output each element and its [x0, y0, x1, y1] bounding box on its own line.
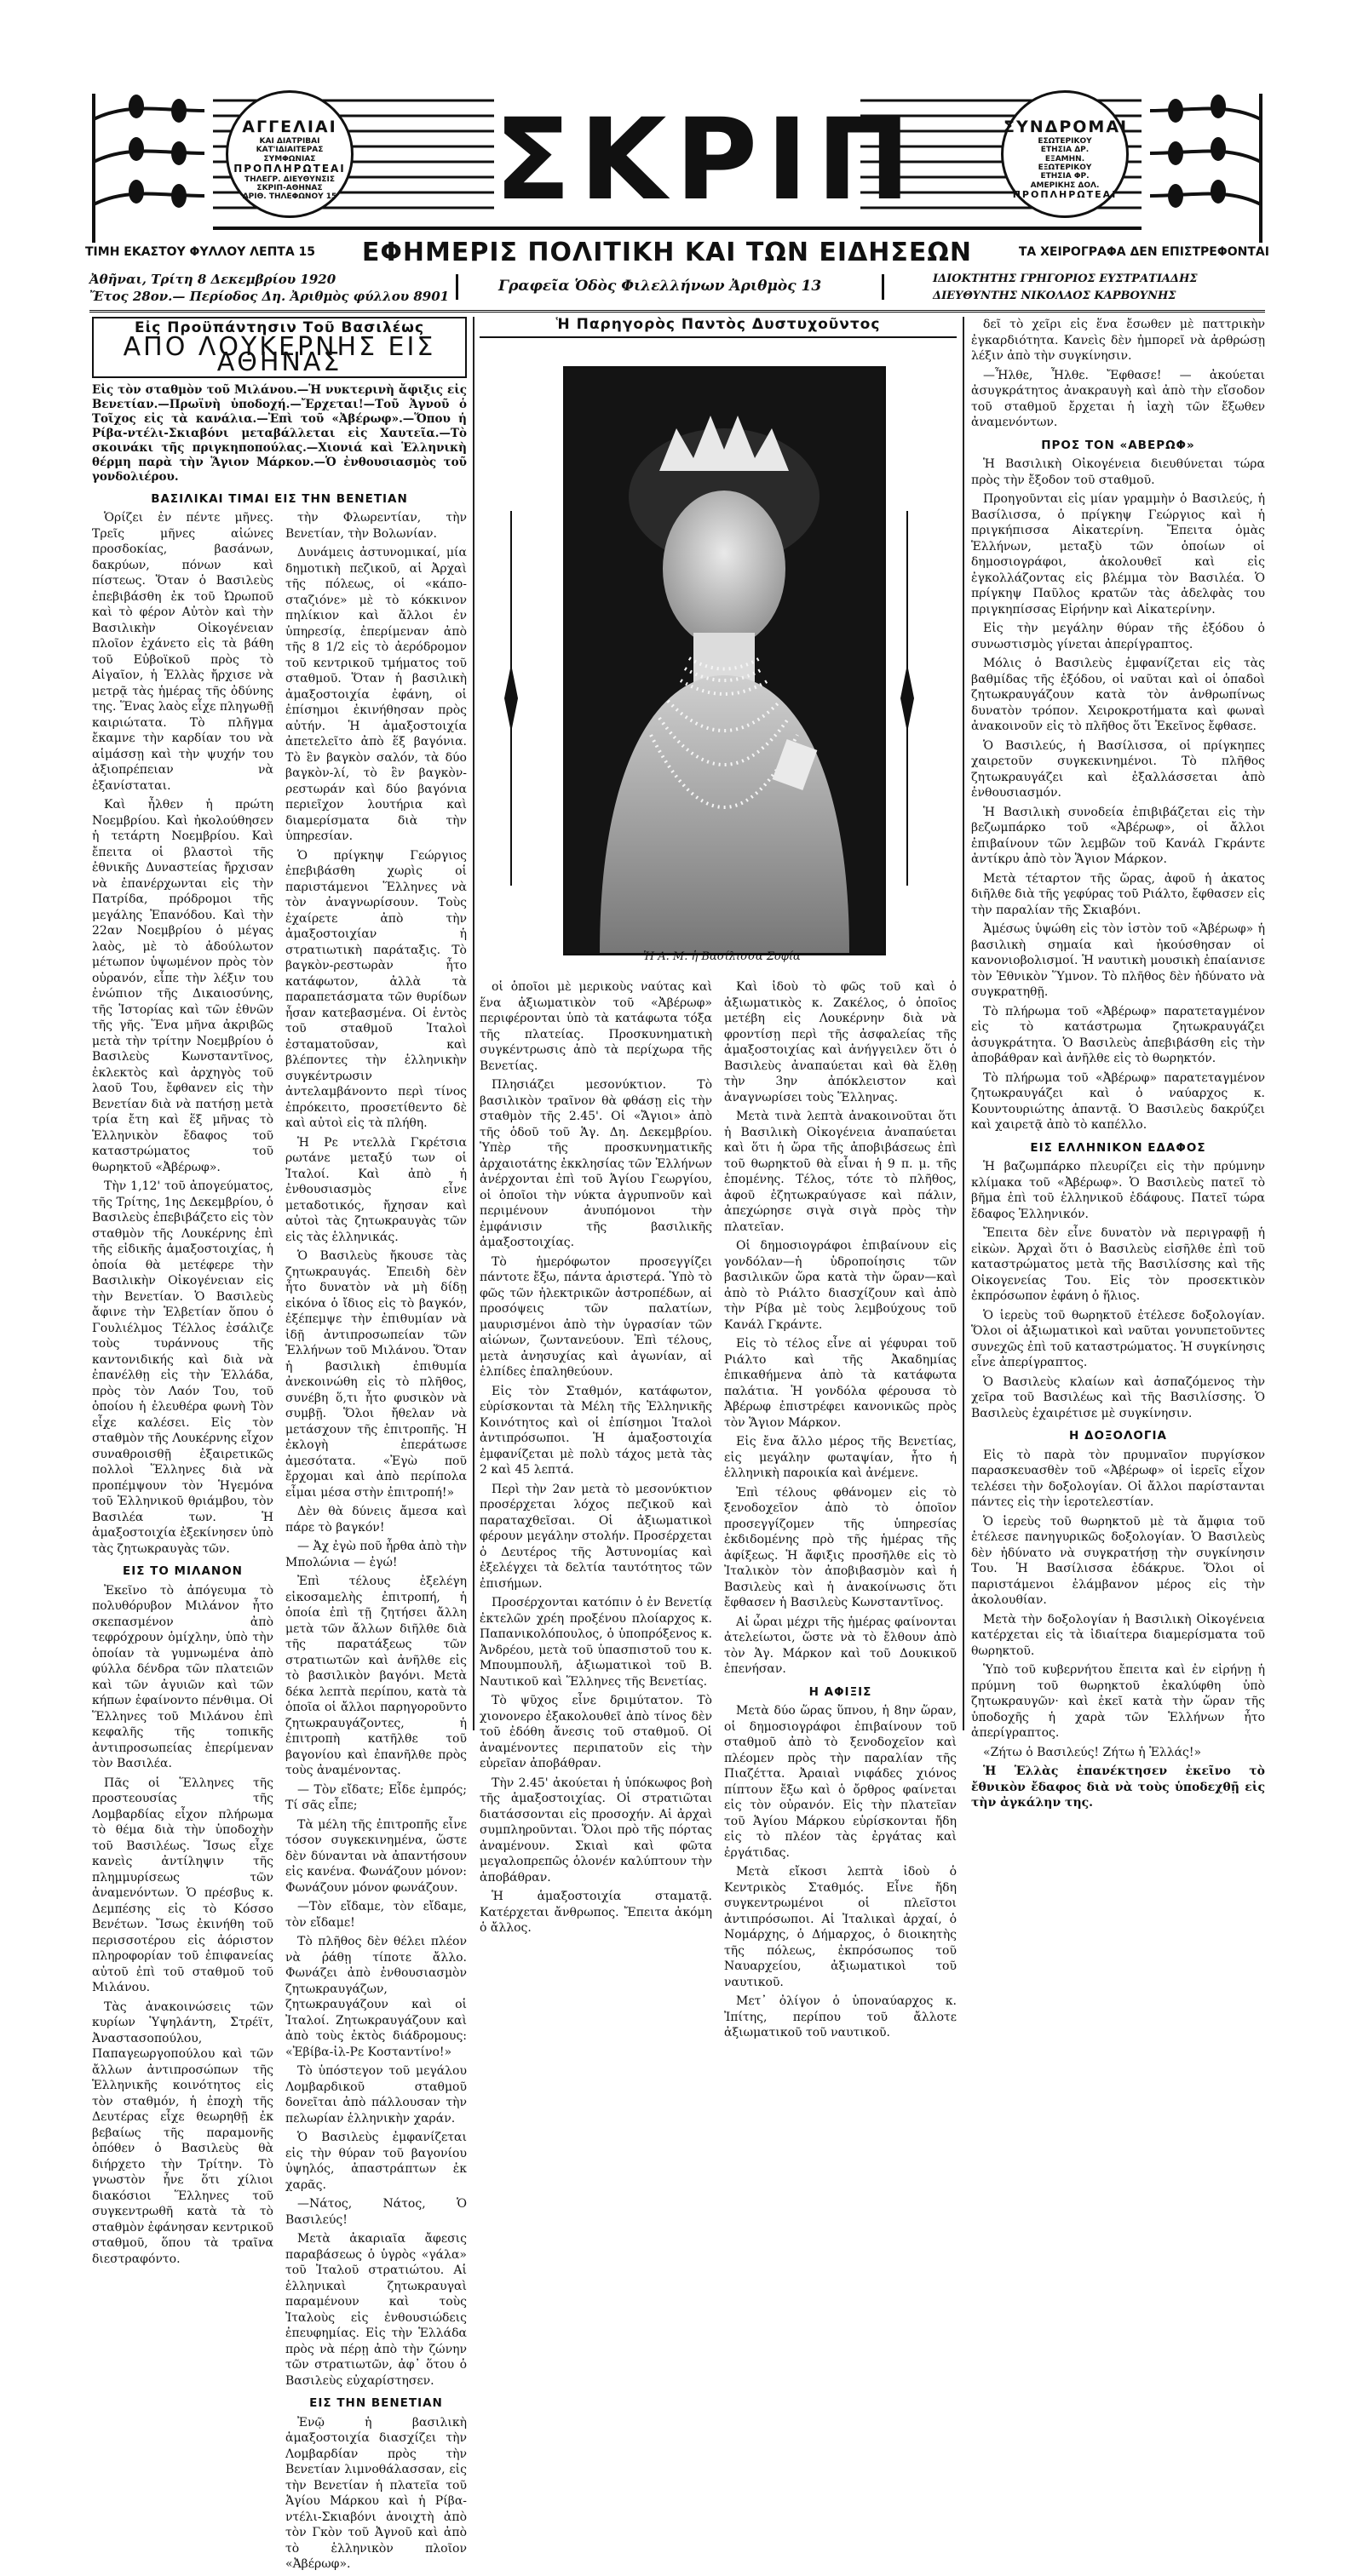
portrait-caption: Ἡ Α. Μ. ἡ Βασίλισσα Σοφία	[643, 950, 801, 963]
paragraph: Εἰς τὸ παρὰ τὸν πρυμναῖον πυργίσκον παρασκευασθὲν τοῦ «Ἀβέρωφ» οἱ ἱερεῖς εἶχον τελέσει τὴν δοξολογίαν. Οἱ ἄλλοι παρίστανται πάντες εἰς τὴν ἱεροτελεστίαν.	[971, 1448, 1265, 1509]
issue-date: Ἀθῆναι, Τρίτη 8 Δεκεμβρίου 1920	[89, 272, 336, 287]
paragraph: Ἔπειτα δὲν εἶνε δυνατὸν νὰ περιγραφῇ ἡ εἰκὼν. Ἀρχαὶ ὅτι ὁ Βασιλεὺς εἰσῆλθε ἐπὶ τοῦ καταστρώματος μετὰ τῆς Βασιλίσσης καὶ τῆς Οἰκογενείας Του. Εἰς τὸν προσεκτικὸν ἐκπρόσωπον ἐφάνη ὁ ἥλιος.	[971, 1226, 1265, 1303]
column-rule	[963, 317, 964, 1730]
paragraph: Τὰς ἀνακοινώσεις τῶν κυρίων Ὑψηλάντη, Στρέϊτ, Ἀναστασοπούλου, Παπαγεωργοπούλου καὶ τῶν ἄλλων ἀντιπροσώπων τῆς Ἑλληνικῆς κοινότητος εἰς τὸν σταθμόν, ἡ ἐποχὴ τῆς Δευτέρας εἶχε θεωρηθῇ ἐκ βεβαίως τῆς παραμονῆς ὁπόθεν ὁ Βασιλεὺς θὰ διήρχετο τὴν Τρίτην. Τὸ γνωστὸν ἦνε ὅτι χίλιοι διακόσιοι Ἕλληνες τοῦ συγκεντρωθῆ κατὰ τὰ τὸ σταθμὸν ἐφάνησαν κεντρικοῦ σταθμοῦ, ὅπου τὰ τραῖνα διεστραφόντο.	[92, 1999, 273, 2266]
paragraph: οἱ ὁποῖοι μὲ μερικοὺς ναύτας καὶ ἕνα ἀξιωματικὸν τοῦ «Ἀβέρωφ» περιφέρονται ὑπὸ τὰ κατάφωτα τόξα τῆς πλατείας. Προσκυνηματικὴ συγκέντρωσις ἀπὸ τὰ περίχωρα τῆς Βενετίας.	[480, 980, 712, 1073]
seal-title: ΣΥΝΔΡΟΜΑΙ	[1004, 118, 1129, 136]
paragraph: Ὁ Βασιλεὺς κλαίων καὶ ἀσπαζόμενος τὴν χεῖρα τοῦ Βασιλέως καὶ τῆς Βασιλίσσης. Ὁ Βασιλεὺς ἐχαιρέτισε μὲ συγκίνησιν.	[971, 1374, 1265, 1420]
office-address: Γραφεῖα Ὁδὸς Φιλελλήνων Ἀριθμὸς 13	[498, 278, 822, 295]
seal-line: ΕΞΑΜΗΝ.	[1044, 154, 1085, 164]
issue-number: Ἔτος 28ον.— Περίοδος Δη. Ἀριθμὸς φύλλου 8901	[89, 289, 450, 304]
paragraph: δεῖ τὸ χεῖρι εἰς ἕνα ἔσωθεν μὲ παττρικὴν ἐγκαρδιότητα. Κανεὶς δὲν ἠμπορεῖ νὰ ἀρθρώσῃ λέξιν ἀπὸ τὴν συγκίνησιν.	[971, 318, 1265, 363]
advertisements-seal	[226, 90, 354, 218]
seal-line: ΚΑΤ'ΙΔΙΑΙΤΕΡΑΣ	[256, 146, 324, 155]
paragraph: Περὶ τὴν 2αν μετὰ τὸ μεσονύκτιον προσέρχεται λόχος πεζικοῦ καὶ παραταχθεῖσαι. Οἱ ἀξιωματικοὶ φέρουν μεγάλην στολήν. Προσέρχεται ὁ Δευτέρος τῆς Ἀστυνομίας καὶ ἐξελέγχει τὰ δελτία ταυτότητος τῶν ἐπισήμων.	[480, 1482, 712, 1591]
paragraph: Ἐκεῖνο τὸ ἀπόγευμα τὸ πολυθόρυβον Μιλάνον ἦτο σκεπασμένον ἀπὸ τεφρόχρουν ὁμίχλην, ὑπὸ τὴν ὁποίαν τὰ γυμνωμένα ἀπὸ φύλλα δένδρα τῶν πλατειῶν καὶ τῶν ἀγυιῶν καὶ τῶν κήπων ἐφαίνοντο πένθιμα. Οἱ Ἕλληνες τοῦ Μιλάνου ἐπὶ κεφαλῆς τῆς τοπικῆς ἀντιπροσωπείας ἐπερίμεναν τὸν Βασιλέα.	[92, 1583, 273, 1770]
right-column	[971, 317, 1265, 1810]
section-heading: ΕΙΣ ΤΟ ΜΙΛΑΝΟΝ	[123, 1564, 243, 1578]
paragraph: Ἡ Ἑλλὰς ἐπανέκτησεν ἐκεῖνο τὸ ἔθνικὸν ἔδαφος διὰ νὰ τοὺς ὑποδεχθῇ εἰς τὴν ἀγκάλην της.	[971, 1764, 1265, 1810]
returns-note: ΤΑ ΧΕΙΡΟΓΡΑΦΑ ΔΕΝ ΕΠΙΣΤΡΕΦΟΝΤΑΙ	[1018, 245, 1269, 259]
paragraph: Ἐπὶ τέλους φθάνομεν εἰς τὸ ξενοδοχεῖον ἀπὸ τὸ ὁποῖον προσεγγίζομεν τῆς ὑπηρεσίας ἐκδιδομένης πρὸ τῆς ἡμέρας τῆς ἀφίξεως. Ἡ ἄφιξις προσῆλθε εἰς τὸ Ἰταλικὸν τὸν ἀποβιβασμὸν καὶ ἡ Βασιλεὺς καὶ ἡ ἀνακοίνωσις ὅτι ἔφθασεν ἡ Βασιλεὺς Κωνσταντῖνος.	[724, 1485, 957, 1609]
paragraph: Ὁ Βασιλεύς, ἡ Βασίλισσα, οἱ πρίγκηπες χαιρετοῦν συγκεκινημένοι. Τὸ πλῆθος ζητωκραυγάζει καὶ ἐξαλλάσσεται ἀπὸ ἐνθουσιασμόν.	[971, 738, 1265, 800]
paragraph: Καὶ ἰδοὺ τὸ φῶς τοῦ καὶ ὁ ἀξιωματικὸς κ. Ζακέλος, ὁ ὁποῖος μετέβη εἰς Λουκέρνην διὰ νὰ φροντίσῃ περὶ τῆς ἀσφαλείας τῆς ἁμαξοστοιχίας καὶ ἀνήγγειλεν ὅτι ὁ Βασιλεὺς ἀναπαύεται καὶ θὰ ἔλθῃ τὴν 3ην ἀπόκλειστον καὶ ἀναγνωρίσει τοὺς Ἕλληνας.	[724, 980, 957, 1104]
director: ΔΙΕΥΘΥΝΤΗΣ ΝΙΚΟΛΑΟΣ ΚΑΡΒΟΥΝΗΣ	[933, 290, 1176, 302]
paragraph: Εἰς ἔνα ἄλλο μέρος τῆς Βενετίας, εἰς μεγάλην φωταψίαν, ἦτο ἡ ἑλληνικὴ παροικία καὶ ἀνέμενε.	[724, 1435, 957, 1480]
paragraph: Ἡ ἁμαξοστοιχία σταματᾷ. Κατέρχεται ἄνθρωπος. Ἔπειτα ἀκόμη ὁ ἄλλος.	[480, 1890, 712, 1935]
subscriptions-seal	[1001, 90, 1129, 218]
column-rule	[473, 317, 474, 1730]
center-article	[480, 979, 957, 2040]
seal-title: ΑΓΓΕΛΙΑΙ	[242, 118, 337, 136]
article-deck: Εἰς τὸν σταθμὸν τοῦ Μιλάνου.—Ἡ νυκτερινὴ ἄφιξις εἰς Βενετίαν.—Πρωϊνὴ ὑποδοχή.—Ἔρχεται!—Τοῦ Ἀγνοῦ ὁ Τοῖχος εἰς τὰ κανάλια.—Ἐπὶ τοῦ «Ἀβέρωφ».—Ὅπου ἡ Ρίβα-ντέλι-Σκιαβόνι μεταβάλλεται εἰς Χαυτεῖα.—Τὸ σκοινάκι τῆς πριγκηποπούλας.—Χιονιά καὶ Ἑλληνικὴ θέρμη παρὰ τὴν Ἅγιον Μάρκον.—Ὁ ἐνθουσιασμὸς τοῦ γονδολιέρου.	[92, 382, 467, 484]
paragraph: Καὶ ἦλθεν ἡ πρώτη Νοεμβρίου. Καὶ ἠκολούθησεν ἡ τετάρτη Νοεμβρίου. Καὶ ἔπειτα οἱ βλαστοὶ τῆς ἐθνικῆς Δυναστείας ἤρχισαν νὰ ἐπανέρχωνται εἰς τὴν Πατρίδα, πρόδρομοι τῆς μεγάλης Ἐπανόδου. Καὶ τὴν 22αν Νοεμβρίου ὁ μέγας λαὸς, μὲ τὸ ἀδούλωτον μέτωπον ὑψωμένον πρὸς τὸν οὐρανόν, εἶπε τὴν λέξιν του ἐνώπιον τῆς Δικαιοσύνης, τῆς Ἱστορίας καὶ τῶν ἐθνῶν τῆς γῆς. Ἕνα μῆνα ἀκριβῶς μετὰ τὴν τρίτην Νοεμβρίου ὁ Βασιλεὺς Κωνσταντῖνος, ἐκλεκτὸς καὶ ἀρχηγὸς τοῦ λαοῦ Του, ἔφθανεν εἰς τὴν Βενετίαν διὰ νὰ πατήσῃ μετὰ τρία ἔτη καὶ ἕξ μῆνας τὸ Ἑλληνικὸν ἔδαφος τοῦ καταστρώματος τοῦ θωρηκτοῦ «Ἀβέρωφ».	[92, 798, 273, 1174]
seal-line: ΑΜΕΡΙΚΗΣ ΔΟΛ.	[1030, 181, 1100, 190]
section-heading: ΕΙΣ ΕΛΛΗΝΙΚΟΝ ΕΔΑΦΟΣ	[1030, 1140, 1206, 1155]
seal-line: ΤΗΛΕΓΡ. ΔΙΕΥΘΥΝΣΙΣ	[244, 175, 335, 184]
center-column-a	[480, 979, 712, 2045]
seal-line: ΣΥΜΦΩΝΙΑΣ	[263, 154, 316, 164]
paragraph: «Ζήτω ὁ Βασιλεύς! Ζήτω ἡ Ἑλλάς!»	[983, 1745, 1202, 1759]
newspaper-subtitle: ΕΦΗΜΕΡΙΣ ΠΟΛΙΤΙΚΗ ΚΑΙ ΤΩΝ ΕΙΔΗΣΕΩΝ	[361, 237, 972, 267]
paragraph: Ὁρίζει ἐν πέντε μῆνες. Τρεῖς μῆνες αἰώνες προσδοκίας, βασάνων, δακρύων, πόνων καὶ πίστεως. Ὅταν ὁ Βασιλεὺς ἐπεβιβάσθη ἐκ τοῦ Ὠρωποῦ καὶ τὸ φέρον Αὐτὸν καὶ τὴν Βασιλικὴν Οἰκογένειαν πλοῖον ἐχάνετο εἰς τὰ βάθη τοῦ Εὐβοϊκοῦ πρὸς τὸ Αἰγαῖον, ἡ Ἑλλὰς ἤρχισε νὰ μετρᾷ τὰς ἡμέρας τῆς ὀδύνης της. Ἕνας λαὸς εἶχε πληγωθῇ καιριώτατα. Τὸ πλῆγμα ἔκαμνε τὴν καρδίαν του νὰ αἱμάσσῃ καὶ τὴν ψυχήν του ἀξιοπρέπειαν νὰ ἐξανίσταται.	[92, 511, 273, 793]
floral-ornament-left-icon	[85, 85, 213, 247]
paragraph: Ὁ πρίγκηψ Γεώργιος ἐπεβιβάσθη χωρὶς οἱ παριστάμενοι Ἕλληνες νὰ τὸν ἀναγνωρίσουν. Τοὺς ἐχαίρετε ἀπὸ τὴν ἁμαξοστοιχίαν ἡ στρατιωτικὴ παράταξις. Τὸ βαγκὸν-ρεστωρὰν ἦτο κατάφωτον, ἀλλὰ τὰ παραπετάσματα τῶν θυρίδων ἦσαν κατεβασμένα. Οἱ ἐντὸς τοῦ σταθμοῦ Ἰταλοὶ ἐσταματοῦσαν, καὶ βλέποντες τὴν ἑλληνικὴν συγκέντρωσιν ἀντελαμβάνοντο περὶ τίνος ἐπρόκειτο, προσετίθεντο δὲ καὶ αὐτοὶ εἰς τὰ πλήθη.	[285, 848, 467, 1130]
paragraph: Ἡ Βασιλικὴ συνοδεία ἐπιβιβάζεται εἰς τὴν βεζωμπάρκο τοῦ «Ἀβέρωφ», οἱ ἄλλοι ἐπιβαίνουν τῶν λεμβῶν τοῦ Κανάλ Γκράντε ἀντίκρυ ἀπὸ τὸν Ἅγιον Μάρκον.	[971, 805, 1265, 866]
paragraph: Μετὰ τινὰ λεπτὰ ἀνακοινοῦται ὅτι ἡ Βασιλικὴ Οἰκογένεια ἀναπαύεται καὶ ὅτι ἡ ὥρα τῆς ἀποβιβάσεως ἐπὶ τοῦ θωρηκτοῦ θὰ εἶναι ἡ 9 π. μ. τῆς ἐπομένης. Τέλος, τότε τὸ πλῆθος, ἀφοῦ ἐζητωκραύγασε καὶ πάλιν, ἀπεχώρησε σιγὰ σιγὰ πρὸς τὴν πλατεῖαν.	[724, 1110, 957, 1234]
paragraph: Τὸ πλήρωμα τοῦ «Ἀβέρωφ» παρατεταγμένον ζητωκραυγάζει καὶ ὁ ναύαρχος κ. Κουντουριώτης ἀπαντᾷ. Ὁ Βασιλεὺς δακρύζει καὶ χαιρετᾷ ἀπὸ τὸ καπέλλο.	[971, 1070, 1265, 1132]
paragraph: Μετὰ ἀκαριαῖα ἄφεσις παραβάσεως ὁ ὑγρὸς «γάλα» τοῦ Ἰταλοῦ στρατιώτου. Αἱ ἑλληνικαὶ ζητωκραυγαὶ παραμένουν καὶ τοὺς Ἰταλοὺς εἰς ἐνθουσιώδεις ἐπευφημίας. Εἰς τὴν Ἑλλάδα πρὸς νὰ πέρῃ ἀπὸ τὴν ζώνην τῶν στρατιωτῶν, ἀφ᾽ ὅτου ὁ Βασιλεὺς εὐχαρίστησεν.	[285, 2232, 467, 2388]
left-headline-box	[92, 317, 467, 378]
paragraph: Προσέρχονται κατόπιν ὁ ἐν Βενετίᾳ ἐκτελῶν χρέη προξένου πλοίαρχος κ. Παπανικολόπουλος, ὁ ὑποπρόξενος κ. Ἀνδρέου, μετὰ τοῦ ὑπασπιστοῦ του κ. Μπουμπουλῆ, ἀξιωματικοὶ τοῦ Β. Ναυτικοῦ καὶ Ἕλληνες τῆς Βενετίας.	[480, 1596, 712, 1689]
left-article-columns	[92, 510, 467, 2576]
left-column-b	[285, 510, 467, 2576]
paragraph: Δυνάμεις ἀστυνομικαί, μία δημοτικὴ πεζικοῦ, αἱ Ἀρχαὶ τῆς πόλεως, οἱ «κάπο-σταζιόνε» μὲ τὸ κόκκινον πηλίκιον καὶ ἄλλοι ἐν ὑπηρεσίᾳ, ἐπερίμεναν ἀπὸ τῆς 8 1/2 εἰς τὸ ἀερόδρομον τοῦ κεντρικοῦ τμήματος τοῦ σταθμοῦ. Ὅταν ἡ βασιλικὴ ἁμαξοστοιχία ἐφάνη, οἱ ἐπίσημοι ἐκινήθησαν πρὸς αὐτήν. Ἡ ἁμαξοστοιχία ἀπετελεῖτο ἀπὸ ἕξ βαγόνια. Τὸ ἓν βαγκὸν σαλόν, τὰ δύο βαγκὸν-λί, τὸ ἓν βαγκὸν-ρεστωράν καὶ δύο βαγόνια περιεῖχον λουτήρια καὶ διαμερίσματα διὰ τὴν ὑπηρεσίαν.	[285, 546, 467, 843]
paragraph: Τὴν 2.45' ἀκούεται ἡ ὑπόκωφος βοὴ τῆς ἁμαξοστοιχίας. Οἱ στρατιῶται διατάσσονται εἰς προσοχήν. Αἱ ἀρχαὶ συμπληροῦνται. Ὅλοι πρὸ τῆς πόρτας ἀναμένουν. Σκιαὶ καὶ φῶτα μεγαλοπρεπῶς ὁλονέν καλύπτουν τὴν ἀποβάθραν.	[480, 1776, 712, 1885]
portrait-image	[566, 369, 883, 953]
left-column-a	[92, 510, 273, 2576]
article-headline: ΑΠΟ ΛΟΥΚΕΡΝΗΣ ΕΙΣ ΑΘΗΝΑΣ	[123, 331, 436, 377]
paragraph: Ὁ ἱερεὺς τοῦ θωρηκτοῦ μὲ τὰ ἄμφια τοῦ ἐτέλεσε πανηγυρικῶς δοξολογίαν. Ὁ Βασιλεὺς δὲν ἠδύνατο νὰ συγκρατήσῃ τὴν συγκίνησιν Του. Ἡ Βασίλισσα ἐδάκρυε. Ὅλοι οἱ παριστάμενοι ἐλάμβανον μέρος εἰς τὴν ἀκολουθίαν.	[971, 1514, 1265, 1607]
seal-line: ΣΚΡΙΠ-ΑΘΗΝΑΣ	[256, 184, 323, 193]
paragraph: Τὸ ἡμερόφωτον προσεγγίζει πάντοτε ἔξω, πάντα ἀριστερά. Ὑπὸ τὸ φῶς τῶν ἠλεκτρικῶν ἀστροπέδων, αἱ προσόψεις τῶν παλατίων, μαυρισμένοι ἀπὸ τὴν ὑγρασίαν τῶν αἰώνων, ζωντανεύουν. Ἐπὶ τέλους, μετὰ ἀνησυχίας καὶ ἀγωνίαν, αἱ ἐλπίδες ἐπαληθεύουν.	[480, 1254, 712, 1379]
paragraph: Μετὰ τέταρτον τῆς ὥρας, ἀφοῦ ἡ ἀκατος διῆλθε διὰ τῆς γεφύρας τοῦ Ριάλτο, ἔφθασεν εἰς τὴν παραλίαν τῆς Σκιαβόνι.	[971, 871, 1265, 917]
seal-line: ΕΤΗΣΙΑ ΔΡ.	[1040, 146, 1090, 155]
paragraph: — Τὸν εἴδατε; Εἶδε ἐμπρός; Τί σᾶς εἶπε;	[285, 1782, 467, 1812]
paragraph: Μετὰ τὴν δοξολογίαν ἡ Βασιλικὴ Οἰκογένεια κατέρχεται εἰς τὰ ἰδιαίτερα διαμερίσματα τοῦ θωρηκτοῦ.	[971, 1612, 1265, 1658]
paragraph: Ὁ Βασιλεὺς ἐμφανίζεται εἰς τὴν θύραν τοῦ βαγονίου ὑψηλός, ἀπαστράπτων ἐκ χαρᾶς.	[285, 2131, 467, 2192]
queen-sophia-portrait	[563, 366, 886, 955]
seal-line: ΕΤΗΣΙΑ ΦΡ.	[1040, 172, 1090, 181]
seal-line: ΠΡΟΠΛΗΡΩΤΕΑΙ	[233, 162, 346, 175]
paragraph: Εἰς τὸν Σταθμόν, κατάφωτον, εὑρίσκονται τὰ Μέλη τῆς Ἑλληνικῆς Κοινότητος καὶ οἱ ἐπίσημοι Ἰταλοὶ ἀντιπρόσωποι. Ἡ ἁμαξοστοιχία ἐμφανίζεται μὲ πολὺ τάχος μετὰ τὰς 2 καὶ 45 λεπτά.	[480, 1384, 712, 1477]
section-heading: ΕΙΣ ΤΗΝ ΒΕΝΕΤΙΑΝ	[309, 2396, 443, 2410]
paragraph: —Ἦλθε, Ἦλθε. Ἔφθασε! — ἀκούεται ἀσυγκράτητος ἀνακραυγὴ καὶ ἀπὸ τὴν εἴσοδον τοῦ σταθμοῦ ἔρχεται ἡ ἰαχὴ τῶν ἔξωθεν ἀναμενόντων.	[971, 368, 1265, 429]
paragraph: Τὸ πλήρωμα τοῦ «Ἀβέρωφ» παρατεταγμένον εἰς τὸ κατάστρωμα ζητωκραυγάζει ἀσυγκράτητα. Ὁ Βασιλεὺς ἀπεβιβάσθη εἰς τὴν ἀποβάθραν καὶ ἀνῆλθε εἰς τὸ θωρηκτόν.	[971, 1004, 1265, 1065]
paragraph: Τὰ μέλη τῆς ἐπιτροπῆς εἶνε τόσον συγκεκινημένα, ὥστε δὲν δύνανται νὰ ἀπαντήσουν εἰς κανένα. Φωνάζουν μόνον: Φωνάζουν μόνον φωνάζουν.	[285, 1817, 467, 1895]
divider	[882, 274, 884, 300]
paragraph: Μετὰ εἴκοσι λεπτὰ ἰδοὺ ὁ Κεντρικὸς Σταθμός. Εἶνε ἤδη συγκεντρωμένοι οἱ πλεῖστοι ἀντιπρόσωποι. Αἱ Ἰταλικαὶ ἀρχαί, ὁ Νομάρχης, ὁ Δήμαρχος, ὁ διοικητὴς τῆς πόλεως, ἐκπρόσωπος τοῦ Ναυαρχείου, ἀξιωματικοὶ τοῦ ναυτικοῦ.	[724, 1865, 957, 1989]
paragraph: Ἐπὶ τέλους ἐξελέγη εἰκοσαμελὴς ἐπιτροπή, ἡ ὁποία ἐπὶ τῇ ζητήσει ἄλλη μετὰ τῶν ἄλλων διῆλθε διὰ τῆς παρατάξεως τῶν στρατιωτῶν καὶ ἀνῆλθε εἰς τὸ βασιλικὸν βαγόνι. Μετὰ δέκα λεπτὰ περίπου, κατὰ τὰ ὁποῖα οἱ ἄλλοι παρηγοροῦντο ζητωκραυγάζοντες, ἡ ἐπιτροπὴ κατῆλθε τοῦ βαγονίου καὶ ἐπανῆλθε πρὸς τοὺς ἀναμένοντας.	[285, 1575, 467, 1777]
paragraph: Ἡ Βασιλικὴ Οἰκογένεια διευθύνεται τώρα πρὸς τὴν ἔξοδον τοῦ σταθμοῦ.	[971, 457, 1265, 487]
section-heading: ΠΡΟΣ ΤΟΝ «ΑΒΕΡΩΦ»	[1041, 438, 1195, 452]
paragraph: Μόλις ὁ Βασιλεὺς ἐμφανίζεται εἰς τὰς βαθμίδας τῆς ἐξόδου, οἱ ναῦται καὶ οἱ ὁπαδοὶ ζητωκραυγάζουν κατὰ τὸν ἀνθρωπίνως δυνατὸν τρόπον. Χειροκροτήματα καὶ φωναὶ ἀνακοινοῦν εἰς τὸ πλῆθος ὅτι Ἐκεῖνος ἔφθασε.	[971, 657, 1265, 733]
paragraph: Ἐνῷ ἡ βασιλικὴ ἁμαξοστοιχία διασχίζει τὴν Λομβαρδίαν πρὸς τὴν Βενετίαν λιμνοθάλασσαν, εἰς τὴν Βενετίαν ἡ πλατεῖα τοῦ Ἁγίου Μάρκου καὶ ἡ Ρίβα-ντέλι-Σκιαβόνι ἀνοιχτὴ ἀπὸ τὸν Γκὸν τοῦ Ἀγνοῦ καὶ ἀπὸ τὸ ἑλληνικὸν πλοῖον «Ἀβέρωφ».	[285, 2415, 467, 2571]
paragraph: Εἰς τὴν μεγάλην θύραν τῆς ἐξόδου ὁ συνωστισμὸς γίνεται ἀπερίγραπτος.	[971, 622, 1265, 651]
paragraph: Ὁ Βασιλεὺς ἤκουσε τὰς ζητωκραυγάς. Ἐπειδὴ δὲν ἦτο δυνατὸν νὰ μὴ δίδῃ εἰκόνα ὁ ἴδιος εἰς τὸ βαγκόν, ἐξέπεμψε τὴν ἐπιθυμίαν νὰ ἰδῇ ἀντιπροσωπείαν τῶν Ἑλλήνων τοῦ Μιλάνου. Ὅταν ἡ βασιλικὴ ἐπιθυμία ἀνεκοινώθη εἰς τὸ πλῆθος, συνέβη ὅ,τι ἦτο φυσικὸν νὰ συμβῇ. Ὅλοι ἤθελαν νὰ μετάσχουν τῆς ἐπιτροπῆς. Ἡ ἐκλογὴ ἐπεράτωσε ἀμεσότατα. «Ἐγὼ ποῦ ἔρχομαι καὶ ἀπὸ περίπολα εἶμαι μέσα στὴν ἐπιτροπή!»	[285, 1249, 467, 1500]
paragraph: Ὁ ἱερεὺς τοῦ θωρηκτοῦ ἐτέλεσε δοξολογίαν. Ὅλοι οἱ ἀξιωματικοὶ καὶ ναῦται γονυπετοῦντες συνεχῶς ἐπὶ τοῦ καταστρώματος. Ἡ συγκίνησις εἶνε ἀπερίγραπτος.	[971, 1308, 1265, 1369]
paragraph: Τὸ ὑπόστεγον τοῦ μεγάλου Λομβαρδικοῦ σταθμοῦ δονεῖται ἀπὸ πάλλουσαν τὴν πελωρίαν ἑλληνικὴν χαράν.	[285, 2064, 467, 2126]
seal-line: ΑΡΙΘ. ΤΗΛΕΦΩΝΟΥ 15	[242, 192, 337, 202]
seal-line: ΕΣΩΤΕΡΙΚΟΥ	[1038, 136, 1092, 146]
ornamental-rule-left-icon	[503, 511, 520, 886]
paragraph: —Τὸν εἴδαμε, τὸν εἴδαμε, τὸν εἴδαμε!	[285, 1900, 467, 1930]
masthead-subline	[85, 237, 1269, 267]
paragraph: Οἱ δημοσιογράφοι ἐπιβαίνουν εἰς γονδόλαν—ἡ ὑδροποίησις τῶν βασιλικῶν ὥρα κατὰ τὴν ὥραν—καὶ ἀπὸ τὸ Ριάλτο διασχίζουν καὶ ἀπὸ τὴν Ρίβα μὲ τοὺς λεμβούχους τοῦ Κανάλ Γκράντε.	[724, 1239, 957, 1332]
article-kicker: Εἰς Προϋπάντησιν Τοῦ Βασιλέως	[134, 319, 425, 336]
paragraph: Τὸ ψῦχος εἶνε δριμύτατον. Τὸ χιονονερο ἐξακολουθεῖ ἀπὸ τίνος δὲν τοῦ ἐδόθη ἄνεσις τοῦ σταθμοῦ. Οἱ ἀναμένοντες περιπατοῦν εἰς τὴν εὐρεῖαν ἀποβάθραν.	[480, 1694, 712, 1770]
paragraph: Εἰς τὸ τέλος εἶνε αἱ γέφυραι τοῦ Ριάλτο καὶ τῆς Ἀκαδημίας ἐπικαθήμενα ἀπὸ τὰ κατάφωτα παλάτια. Ἡ γονδόλα φέρουσα τὸ Ἀβέρωφ ἐπιστρέφει κανονικῶς πρὸς τὸν Ἅγιον Μάρκον.	[724, 1337, 957, 1430]
price-note: ΤΙΜΗ ΕΚΑΣΤΟΥ ΦΥΛΛΟΥ ΛΕΠΤΑ 15	[85, 245, 316, 259]
paragraph: Πλησιάζει μεσονύκτιον. Τὸ βασιλικὸν τραῖνον θὰ φθάσῃ εἰς τὴν σταθμὸν τῆς 2.45'. Οἱ «Ἄγιοι» ἀπὸ τῆς ὁδοῦ τοῦ Ἁγ. Δη. Δεκεμβρίου. Ὑπὲρ τῆς προσκυνηματικῆς ἀρχαιοτάτης ἐκκλησίας τῶν Ἑλλήνων ἀνέρχονται ἐπὶ τοῦ Ἁγίου Γεωργίου, οἱ ὁποῖοι τὴν νύκτα ἀγρυπνοῦν καὶ περιμένουν ἀνυπόμονοι τὴν ἐμφάνισιν τῆς βασιλικῆς ἁμαξοστοιχίας.	[480, 1078, 712, 1249]
paragraph: Τὸ πλῆθος δὲν θέλει πλέον νὰ ῥάθῃ τίποτε ἄλλο. Φωνάζει ἀπὸ ἐνθουσιασμὸν ζητωκραυγάζων, ζητωκραυγάζουν καὶ οἱ Ἰταλοί. Ζητωκραυγάζουν καὶ ἀπὸ τοὺς ἐκτὸς διάδρομους: «Ἐβίβα-ἰλ-Ρε Κοσταντίνο!»	[285, 1935, 467, 2059]
paragraph: Αἱ ὧραι μέχρι τῆς ἡμέρας φαίνονται ἀτελείωτοι, ὥστε νὰ τὸ ἔλθουν ἀπὸ τὸν Ἁγ. Μάρκον καὶ τοῦ Δουκικοῦ ἐπενήσαν.	[724, 1615, 957, 1676]
center-photo-header	[480, 317, 957, 355]
section-heading: Η ΑΦΙΞΙΣ	[808, 1684, 872, 1699]
left-article	[92, 317, 467, 2571]
center-column-b	[724, 979, 957, 2045]
paragraph: Μετὰ δύο ὥρας ὕπνου, ἡ 8ην ὥραν, οἱ δημοσιογράφοι ἐπιβαίνουν τοῦ σταθμοῦ ἀπὸ τὸ ξενοδοχεῖον καὶ πλέομεν πρὸς τὴν παραλίαν τῆς Πιαζέττα. Ἀραιαὶ νιφάδες χιόνος πίπτουν ἔξω καὶ ὁ ὄρθρος φαίνεται εἰς τὸν οὐρανόν. Εἰς τὴν πλατεῖαν τοῦ Ἁγίου Μάρκου εὑρίσκονται ἤδη εἰς τὸ πλέον τὰς ἐργάτας καὶ ἐργάτιδας.	[724, 1704, 957, 1860]
paragraph: Τὴν 1,12' τοῦ ἀπογεύματος, τῆς Τρίτης, 1ης Δεκεμβρίου, ὁ Βασιλεὺς ἐπεβιβάζετο εἰς τὸν σταθμὸν τῆς Λουκέρνης ἐπὶ τῆς εἰδικῆς ἁμαξοστοιχίας, ἡ ὁποία θὰ μετέφερε τὴν Βασιλικὴν Οἰκογένειαν εἰς τὴν Βενετίαν. Ὁ Βασιλεὺς ἄφινε τὴν Ἑλβετίαν ὅπου ὁ Γουλιέλμος Τέλλος ἐσάλιζε τοὺς τυράννους τῆς καντονιδικής καὶ διὰ νὰ ἐπανέλθῃ εἰς τὴν Ἑλλάδα, πρὸς τὸν Λαόν Του, τοῦ ὁποίου ἡ ἐλευθέρα φωνὴ Τὸν εἶχε καλέσει. Εἰς τὸν σταθμὸν τῆς Λουκέρνης εἶχον συναθροισθῇ ἐξαιρετικῶς πολλοὶ Ἕλληνες διὰ νὰ προπέμψουν τὸν Ἡγεμόνα τοῦ Ἑλληνικοῦ θριάμβου, τὸν Βασιλέα των. Ἡ ἁμαξοστοιχία ἐξεκίνησεν ὑπὸ τὰς ζητωκραυγὰς τῶν.	[92, 1179, 273, 1556]
paragraph: —Νάτος, Νάτος, Ὁ Βασιλεύς!	[285, 2197, 467, 2227]
photo-kicker: Ἡ Παρηγορὸς Παντὸς Δυστυχοῦντος	[480, 317, 957, 338]
seal-line: ΕΞΩΤΕΡΙΚΟΥ	[1038, 163, 1092, 172]
paragraph: Δὲν θὰ δύνεις ἄμεσα καὶ πάρε τὸ βαγκόν!	[285, 1505, 467, 1535]
paragraph: Ἀμέσως ὑψώθη εἰς τὸν ἱστὸν τοῦ «Ἀβέρωφ» ἡ βασιλικὴ σημαία καὶ ἠκούσθησαν οἱ κανονιοβολισμοί. Ἡ ναυτικὴ μουσικὴ ἐπαίανισε τὸν Ἐθνικὸν Ὕμνον. Τὸ πλῆθος δὲν ἠδύνατο νὰ συγκρατηθῇ.	[971, 922, 1265, 999]
owner: ΙΔΙΟΚΤΗΤΗΣ ΓΡΗΓΟΡΙΟΣ ΕΥΣΤΡΑΤΙΑΔΗΣ	[933, 273, 1198, 285]
seal-line: ΚΑΙ ΔΙΑΤΡΙΒΑΙ	[259, 136, 320, 146]
section-heading: ΒΑΣΙΛΙΚΑΙ ΤΙΜΑΙ ΕΙΣ ΤΗΝ ΒΕΝΕΤΙΑΝ	[151, 491, 408, 506]
ornamental-rule-right-icon	[899, 511, 916, 886]
section-heading: Η ΔΟΞΟΛΟΓΙΑ	[1069, 1429, 1167, 1443]
seal-bottom: ΠΡΟΠΛΗΡΩΤΕΑΙ	[1012, 188, 1118, 200]
newspaper-title: ΣΚΡΙΠ	[494, 95, 919, 226]
floral-ornament-right-icon	[1142, 85, 1269, 247]
paragraph: — Ἀχ ἐγὼ ποῦ ἦρθα ἀπὸ τὴν Μπολώνια — ἐγώ!	[285, 1540, 467, 1569]
paragraph: Ὑπὸ τοῦ κυβερνήτου ἔπειτα καὶ ἐν εἰρήνῃ ἡ πρύμνη τοῦ θωρηκτοῦ ἐκαλύφθη ὑπὸ ζητωκραυγῶν· καὶ ἐκεῖ κατὰ τὴν ὥραν τῆς ὑποδοχῆς ἡ χαρὰ τῶν Ἑλλήνων ἦτο ἀπερίγραπτος.	[971, 1663, 1265, 1740]
center-article-columns	[480, 979, 957, 2045]
paragraph: Ἡ Ρε ντελλὰ Γκρέτσια ρωτάνε μεταξύ των οἱ Ἰταλοί. Καὶ ἀπὸ ἡ ἐνθουσιασμὸς εἶνε μεταδοτικός, ἤχησαν καὶ αὐτοὶ τὰς ζητωκραυγὰς τῶν εἰς τὰς ἑλληνικάς.	[285, 1135, 467, 1244]
paragraph: Πᾶς οἱ Ἕλληνες τῆς προστεουσίας τῆς Λομβαρδίας εἶχον πλήρωμα τὸ θέμα διὰ τὴν ὑποδοχὴν τοῦ Βασιλέως. Ἴσως εἶχε κανεὶς ἀντίληψιν τῆς πλημμυρίσεως τῶν ἀναμενόντων. Ὁ πρέσβυς κ. Δεμπέσης εἰς τὸ Κόσσο Βενέτων. Ἴσως ἐκινήθη τοῦ περισσοτέρου εἰς ἀόριστον πληροφορίαν τοῦ ἐπιφανείας αὐτοῦ ἐπὶ τοῦ σταθμοῦ τοῦ Μιλάνου.	[92, 1776, 273, 1994]
divider	[456, 274, 458, 300]
issue-info-strip	[89, 271, 1265, 313]
paragraph: τὴν Φλωρεντίαν, τὴν Βενετίαν, τὴν Βολωνίαν.	[285, 511, 467, 541]
paragraph: Προηγοῦνται εἰς μίαν γραμμὴν ὁ Βασιλεύς, ἡ Βασίλισσα, ὁ πρίγκηψ Γεώργιος καὶ ἡ πριγκήπισσα Αἰκατερίνη. Ἔπειτα ὁμὰς Ἑλλήνων, μεταξὺ τῶν ὁποίων οἱ δημοσιογράφοι, ἀκολουθεῖ καὶ εἰς ἐγκολλάζοντας εἰς βλέμμα τὸν Βασιλέα. Ὁ πρίγκηψ Παῦλος κρατῶν τὰς ἀδελφὰς του πριγκηπίσσας Εἰρήνην καὶ Αἰκατερίνην.	[971, 492, 1265, 617]
masthead	[85, 85, 1269, 290]
paragraph: Ἡ βαζωμπάρκο πλευρίζει εἰς τὴν πρύμνην κλίμακα τοῦ «Ἀβέρωφ». Ὁ Βασιλεὺς πατεῖ τὸ βῆμα ἐπὶ τοῦ ἑλληνικοῦ ἐδάφους. Πατεῖ τώρα ἔδαφος Ἑλληνικόν.	[971, 1160, 1265, 1221]
paragraph: Μετ᾽ ὀλίγον ὁ ὑποναύαρχος κ. Ἰπίτης, περίπου τοῦ ἄλλοτε ἀξιωματικοῦ τοῦ ναυτικοῦ.	[724, 1994, 957, 2040]
